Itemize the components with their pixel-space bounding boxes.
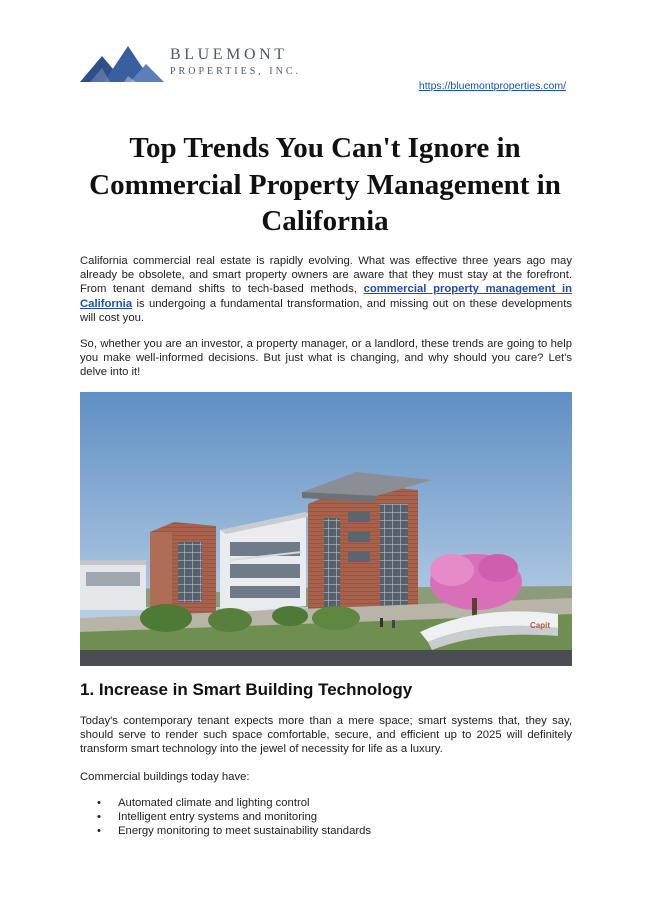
- list-item-text: Intelligent entry systems and monitoring: [118, 811, 318, 824]
- building-sign-text: Capit: [530, 621, 550, 630]
- website-link[interactable]: https://bluemontproperties.com/: [418, 80, 566, 92]
- bullet-icon: •: [97, 825, 101, 838]
- intro-paragraph-2: So, whether you are an investor, a property manager, or a landlord, these trends are going to help you make well-informed decisions. But just what is changing, and why should you care? Let's delve into it!: [80, 338, 572, 379]
- bullet-icon: •: [97, 797, 101, 809]
- intro-paragraph-1: [80, 254, 572, 325]
- intro-text-before-link: California commercial real estate is rapidly evolving. What was effective three years ago may already be obsolete, and smart property owners are aware that they must stay at the forefront. From tenant demand shifts to tech-based methods,: [80, 255, 572, 296]
- list-item: [97, 810, 371, 824]
- section1-paragraph-2: Commercial buildings today have:: [80, 771, 250, 783]
- list-item: [97, 824, 371, 838]
- mountain-logo-icon: [80, 42, 168, 86]
- bullet-icon: •: [97, 811, 101, 824]
- section1-paragraph-1: Today's contemporary tenant expects more than a mere space; smart systems that, they say, should serve to render such space comfortable, secure, and efficient up to 2025 will definitely transform smart technology into the jewel of necessity for life as a luxury.: [80, 715, 572, 756]
- commercial-property-management-link[interactable]: commercial property management in California: [80, 283, 572, 310]
- list-item-text: Automated climate and lighting control: [118, 797, 310, 809]
- intro-text-after-link: is undergoing a fundamental transformation, and missing out on these developments will cost you.: [80, 297, 572, 324]
- list-item: [97, 796, 371, 810]
- logo-company-subtitle: PROPERTIES, INC.: [170, 66, 302, 77]
- page-title: Top Trends You Can't Ignore in Commercial Property Management in California: [89, 132, 561, 237]
- building-rendering-image: [80, 392, 572, 666]
- logo-company-name: BLUEMONT: [170, 46, 288, 63]
- company-logo[interactable]: [80, 42, 310, 86]
- section-heading-smart-building: 1. Increase in Smart Building Technology: [80, 680, 413, 699]
- feature-bullet-list: [97, 796, 371, 839]
- list-item-text: Energy monitoring to meet sustainability standards: [118, 825, 372, 838]
